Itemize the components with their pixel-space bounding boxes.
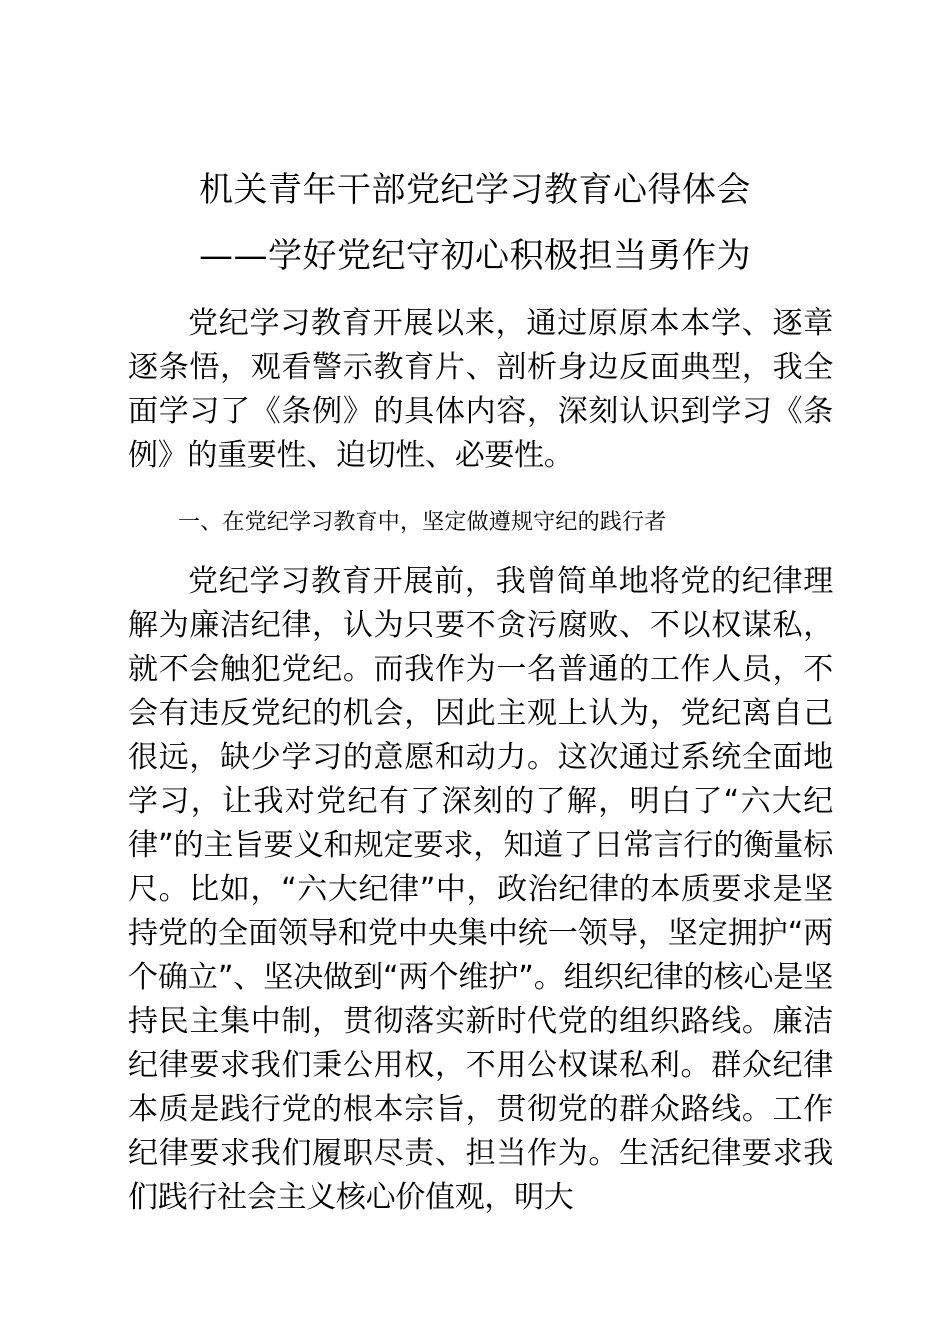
section-heading: 一、在党纪学习教育中，坚定做遵规守纪的践行者 <box>178 510 667 535</box>
document-title: 机关青年干部党纪学习教育心得体会 <box>199 170 751 210</box>
body-paragraph: 党纪学习教育开展前，我曾简单地将党的纪律理解为廉洁纪律，认为只要不贪污腐败、不以权谋私，就不会触犯党纪。而我作为一名普通的工作人员，不会有违反党纪的机会，因此主观上认为，党纪离自己很远，缺少学习的意愿和动力。这次通过系统全面地学习，让我对党纪有了深刻的了解，明白了“六大纪律”的主旨要义和规定要求，知道了日常言行的衡量标尺。比如，“六大纪律”中，政治纪律的本质要求是坚持党的全面领导和党中央集中统一领导，坚定拥护“两个确立”、坚决做到“两个维护”。组织纪律的核心是坚持民主集中制，贯彻落实新时代党的组织路线。廉洁纪律要求我们秉公用权，不用公权谋私利。群众纪律本质是践行党的根本宗旨，贯彻党的群众路线。工作纪律要求我们履职尽责、担当作为。生活纪律要求我们践行社会主义核心价值观，明大 <box>128 564 833 1215</box>
intro-paragraph: 党纪学习教育开展以来，通过原原本本学、逐章逐条悟，观看警示教育片、剖析身边反面典型，我全面学习了《条例》的具体内容，深刻认识到学习《条例》的重要性、迫切性、必要性。 <box>128 306 833 473</box>
title-block <box>0 168 950 278</box>
document-subtitle: ——学好党纪守初心积极担当勇作为 <box>199 236 751 276</box>
